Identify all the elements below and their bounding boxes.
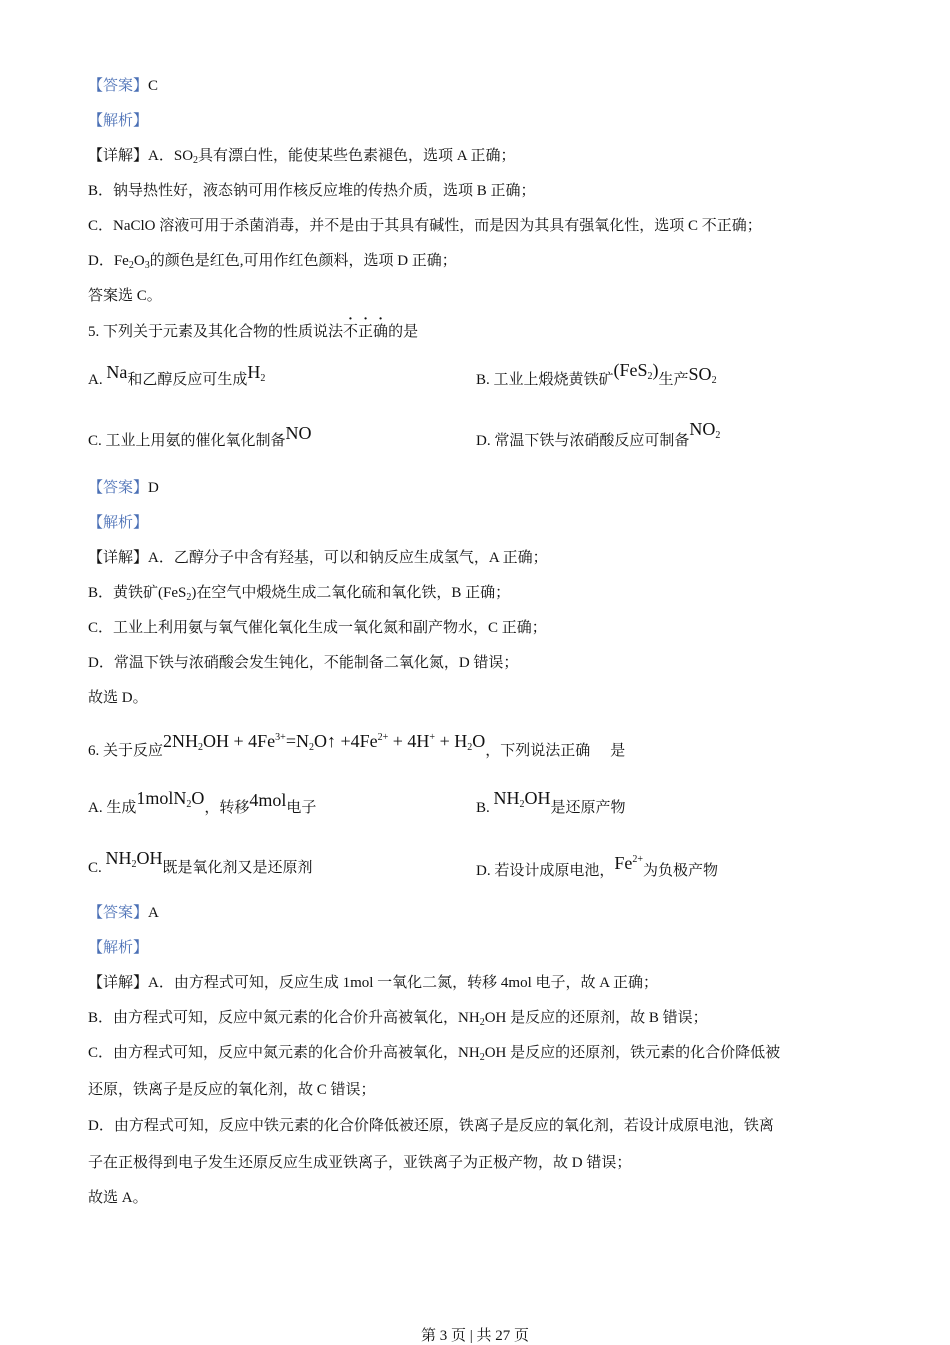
q4-detail-d: D．$Fe_2O_3$的颜色是红色,可用作红色颜料，选项 D 正确；	[88, 253, 457, 271]
q6-detail-d-line2: 子在正极得到电子发生还原反应生成亚铁离子，亚铁离子为正极产物，故 D 错误；	[88, 1155, 632, 1171]
q4-detail-a: 【详解】A．$SO_2$具有漂白性，能使某些色素褪色，选项 A 正确；	[88, 148, 516, 166]
q5-detail-c: C．工业上利用氨与氧气催化氧化生成一氧化氮和副产物水，C 正确；	[88, 620, 547, 636]
answer-value: C	[148, 78, 159, 94]
q4-conclusion: 答案选 C。	[88, 288, 162, 304]
q5-conclusion: 故选 D。	[88, 690, 148, 706]
q5-analysis-tag: 【解析】	[88, 515, 149, 531]
reaction-equation: $2NH_2OH$ + $4Fe^{3+}=N_2O↑ +4Fe^{2+} + 4H^+ + H_2O$	[163, 731, 486, 753]
emphasis-char: 确	[373, 324, 389, 340]
q6-detail-d-line1: D．由方程式可知，反应中铁元素的化合价降低被还原，铁离子是反应的氧化剂，若设计成原电池，铁离	[88, 1118, 774, 1134]
q5-detail-d: D．常温下铁与浓硝酸会发生钝化，不能制备二氧化氮，D 错误；	[88, 655, 519, 671]
emphasis-char: 不	[343, 324, 359, 340]
q5-stem: 5. 下列关于元素及其化合物的性质说法不正确的是	[88, 324, 419, 340]
q6-answer-line: 【答案】A	[88, 905, 159, 921]
q5-option-c: C. 工业上用氨的催化氧化制备NO	[88, 423, 312, 449]
emphasis-char: 正	[358, 324, 374, 340]
q4-answer-line	[88, 76, 158, 96]
q6-option-d: D. 若设计成原电池，$Fe^{2+}$为负极产物	[476, 853, 718, 879]
q4-detail-b: B．钠导热性好，液态钠可用作核反应堆的传热介质，选项 B 正确；	[88, 183, 536, 199]
q6-option-a: A. 生成1molN$_2$O，转移4mol电子	[88, 788, 317, 816]
q5-option-b: B. 工业上煅烧黄铁矿(FeS$_2$)生产$SO_2$	[476, 360, 717, 388]
q5-option-a: A. Na和乙醇反应可生成$H_2$	[88, 362, 266, 388]
q5-option-d: D. 常温下铁与浓硝酸反应可制备$NO_2$	[476, 419, 721, 449]
q5-answer-line: 【答案】D	[88, 480, 159, 496]
q5-detail-b: B．黄铁矿(FeS$_2$)在空气中煅烧生成二氧化硫和氧化铁，B 正确；	[88, 585, 511, 603]
q6-analysis-tag: 【解析】	[88, 940, 149, 956]
q4-detail-c: C．NaClO 溶液可用于杀菌消毒，并不是由于其具有碱性，而是因为其具有强氧化性，选项 C 不正确；	[88, 218, 762, 234]
q6-stem: 6. 关于反应$2NH_2OH$ + $4Fe^{3+}=N_2O↑ +4Fe^{2+} + 4H^+ + H_2O$，下列说法正确 是	[88, 731, 626, 759]
q6-option-b: B. $NH_2OH$是还原产物	[476, 788, 626, 816]
q4-analysis-tag: 【解析】	[88, 113, 149, 129]
page-footer: 第 3 页 | 共 27 页	[420, 1328, 529, 1344]
q6-conclusion: 故选 A。	[88, 1190, 148, 1206]
q6-detail-b: B．由方程式可知，反应中氮元素的化合价升高被氧化，$NH_2OH$ 是反应的还原剂，故 B 错误；	[88, 1010, 708, 1028]
q6-detail-a: 【详解】A．由方程式可知，反应生成 1mol 一氧化二氮，转移 4mol 电子，故 A 正确；	[88, 975, 659, 991]
q6-detail-c-line1: C．由方程式可知，反应中氮元素的化合价升高被氧化，$NH_2OH$ 是反应的还原剂，铁元素的化合价降低被	[88, 1045, 781, 1063]
q6-detail-c-line2: 还原，铁离子是反应的氧化剂，故 C 错误；	[88, 1082, 376, 1098]
answer-tag: 【答案】	[88, 78, 149, 94]
q6-option-c: C. $NH_2OH$既是氧化剂又是还原剂	[88, 848, 313, 876]
q5-detail-a: 【详解】A．乙醇分子中含有羟基，可以和钠反应生成氢气，A 正确；	[88, 550, 548, 566]
